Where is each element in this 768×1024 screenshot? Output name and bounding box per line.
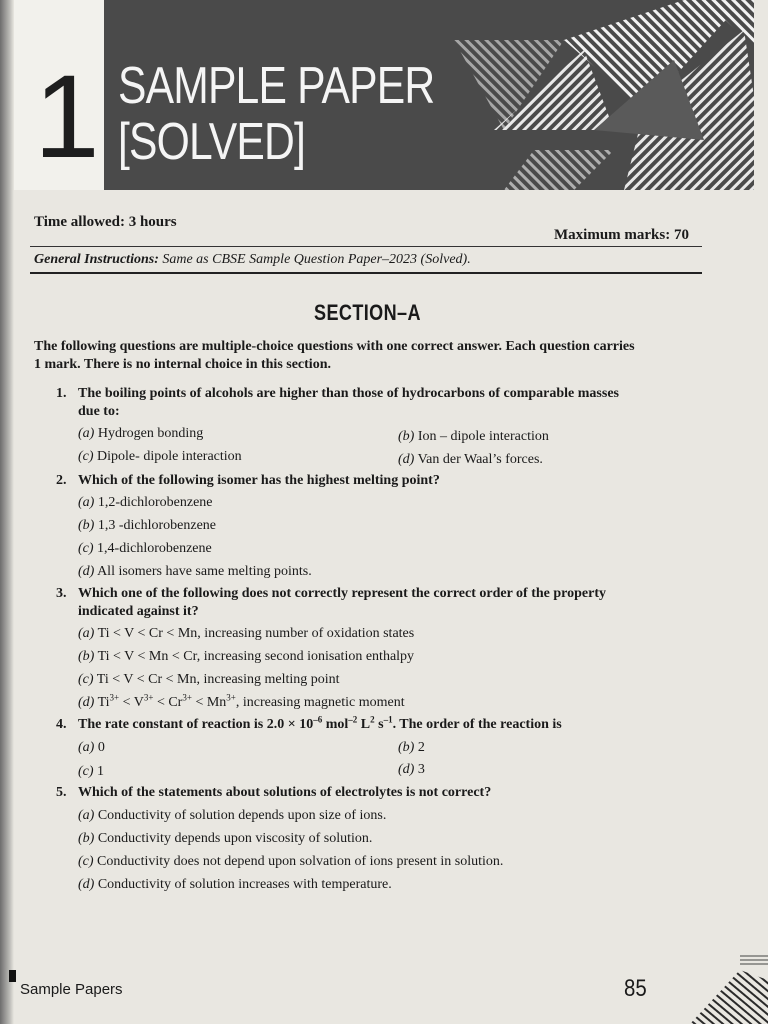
time-label: Time allowed:	[34, 214, 125, 230]
question-text: The boiling points of alcohols are higher than those of hydrocarbons of comparable masses	[78, 386, 619, 401]
option-label: (c)	[78, 854, 94, 869]
instructions-label: General Instructions:	[34, 252, 159, 267]
option-text: Dipole- dipole interaction	[97, 449, 242, 464]
option-text: 0	[97, 740, 105, 755]
page-number: 85	[624, 975, 647, 1002]
question-number: 1.	[56, 386, 67, 401]
option-label: (c)	[78, 541, 94, 556]
option	[78, 764, 104, 780]
geometric-decoration	[444, 0, 754, 190]
question-text: indicated against it?	[78, 604, 199, 619]
option	[78, 495, 213, 511]
paper-title	[118, 58, 434, 170]
option	[78, 831, 372, 847]
instructions-value: Same as CBSE Sample Question Paper–2023 (Solved).	[162, 252, 471, 267]
option	[78, 877, 392, 893]
option-label: (c)	[78, 449, 94, 464]
option	[78, 449, 242, 465]
option	[78, 426, 203, 442]
paper-title-line2: [SOLVED]	[118, 113, 305, 171]
option-text: Conductivity of solution increases with temperature.	[97, 877, 392, 892]
option-text: Ion – dipole interaction	[417, 429, 549, 444]
option-label: (c)	[78, 764, 94, 779]
section-title: SECTION–A	[314, 300, 421, 325]
question-text: Which one of the following does not correctly represent the correct order of the property	[78, 586, 607, 601]
question-number: 5.	[56, 785, 67, 800]
option	[78, 692, 405, 711]
option	[78, 518, 216, 534]
footer-marker	[9, 970, 16, 982]
option-text: Van der Waal’s forces.	[417, 452, 543, 467]
option-text: Ti < V < Cr < Mn, increasing number of oxidation states	[97, 626, 415, 641]
paper-title-line1: SAMPLE PAPER	[118, 57, 435, 115]
option-label: (d)	[78, 695, 95, 710]
divider	[30, 272, 702, 274]
option-label: (c)	[78, 672, 94, 687]
option	[78, 626, 414, 642]
option	[398, 740, 425, 756]
option-text: 2	[417, 740, 425, 755]
option-text: Ti < V < Cr < Mn, increasing melting point	[96, 672, 340, 687]
option-text: 1	[97, 764, 105, 779]
option-label: (b)	[78, 649, 95, 664]
option-label: (d)	[78, 877, 95, 892]
general-instructions	[34, 252, 471, 268]
question-number: 4.	[56, 717, 67, 732]
time-allowed	[34, 214, 177, 231]
option-label: (b)	[398, 740, 415, 755]
question-text: The rate constant of reaction is $2.0 \times 10^{-6}$ mol$^{-2}$ $L^2$ $s^{-1}$. The order of the reaction is	[78, 714, 562, 732]
option-text: 1,3 -dichlorobenzene	[97, 518, 217, 533]
option	[78, 808, 386, 824]
marks-value: 70	[674, 227, 689, 243]
option-text: Hydrogen bonding	[97, 426, 204, 441]
option-label: (d)	[398, 452, 415, 467]
option-text: Conductivity depends upon viscosity of solution.	[97, 831, 373, 846]
question-text: Which of the statements about solutions of electrolytes is not correct?	[78, 785, 492, 800]
option-text: Conductivity of solution depends upon size of ions.	[97, 808, 387, 823]
option	[78, 541, 212, 557]
corner-decoration	[680, 950, 768, 1024]
option-text: 1,4-dichlorobenzene	[97, 541, 212, 556]
option	[398, 452, 543, 468]
divider	[30, 246, 702, 247]
option-label: (b)	[398, 429, 415, 444]
question-text: Which of the following isomer has the highest melting point?	[78, 473, 440, 488]
section-intro-line1: The following questions are multiple-choice questions with one correct answer. Each question carries	[34, 339, 635, 354]
question-number: 3.	[56, 586, 67, 601]
option	[398, 429, 549, 445]
option-label: (a)	[78, 808, 95, 823]
marks-label: Maximum marks:	[554, 227, 671, 243]
footer-label: Sample Papers	[20, 981, 123, 998]
option-text: Ti < V < Mn < Cr, increasing second ionisation enthalpy	[97, 649, 415, 664]
section-intro-line2: 1 mark. There is no internal choice in this section.	[34, 357, 331, 372]
option-label: (b)	[78, 518, 95, 533]
option-text: 3	[417, 762, 425, 777]
option-label: (b)	[78, 831, 95, 846]
option-text: All isomers have same melting points.	[97, 564, 312, 579]
option-text: $Ti^{3+} < V^{3+} < Cr^{3+} < Mn^{3+}$, increasing magnetic moment	[97, 692, 405, 710]
option-text: Conductivity does not depend upon solvation of ions present in solution.	[97, 854, 504, 869]
option-label: (a)	[78, 426, 95, 441]
page-edge	[0, 0, 14, 1024]
option-label: (a)	[78, 495, 95, 510]
option-label: (a)	[78, 740, 95, 755]
question-number: 2.	[56, 473, 67, 488]
option	[78, 740, 105, 756]
option	[78, 649, 414, 665]
maximum-marks	[554, 227, 689, 244]
option-label: (a)	[78, 626, 95, 641]
option-label: (d)	[78, 564, 95, 579]
option-text: 1,2-dichlorobenzene	[97, 495, 213, 510]
paper-number: 1	[34, 51, 100, 183]
option-label: (d)	[398, 762, 415, 777]
option	[398, 762, 425, 778]
option	[78, 564, 312, 580]
option	[78, 854, 503, 870]
question-text: due to:	[78, 404, 120, 419]
time-value: 3 hours	[128, 214, 177, 230]
option	[78, 672, 340, 688]
